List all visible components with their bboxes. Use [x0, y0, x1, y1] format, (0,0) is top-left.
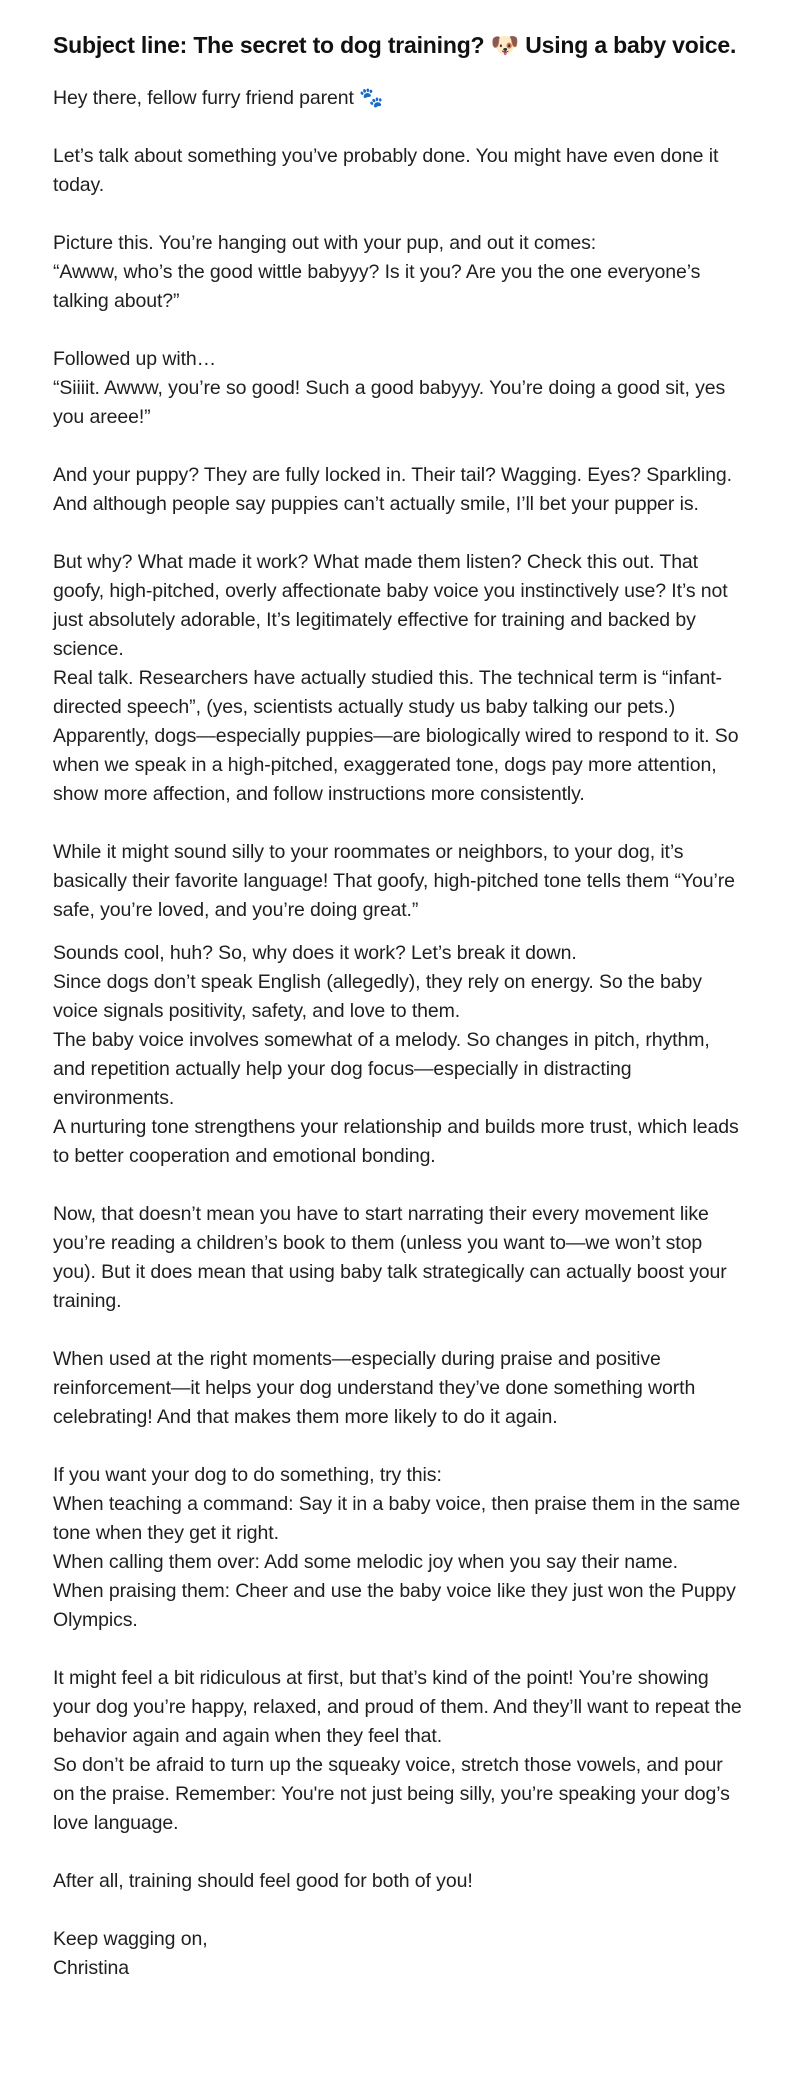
signoff	[53, 1925, 746, 1983]
paragraph-line: “Awww, who’s the good wittle babyyy? Is it you? Are you the one everyone’s talking about?”	[53, 261, 701, 312]
signoff-closing: Keep wagging on,	[53, 1928, 208, 1950]
paragraph-line: So don’t be afraid to turn up the squeaky voice, stretch those vowels, and pour on the praise. Remember: You're not just being silly, you’re speaking your dog’s love language.	[53, 1754, 730, 1834]
paragraph-line: After all, training should feel good for both of you!	[53, 1870, 473, 1892]
paragraph-line: The baby voice involves somewhat of a melody. So changes in pitch, rhythm, and repetition actually help your dog focus—especially in distracting environments.	[53, 1029, 710, 1109]
paragraph-line: If you want your dog to do something, try this:	[53, 1464, 442, 1486]
body-paragraph	[53, 229, 746, 316]
paragraph-line: Followed up with…	[53, 348, 217, 370]
paragraph-line: “Siiiit. Awww, you’re so good! Such a good babyyy. You’re doing a good sit, yes you areee!”	[53, 377, 726, 428]
paragraph-line: Let’s talk about something you’ve probably done. You might have even done it today.	[53, 145, 719, 196]
paragraph-line: Since dogs don’t speak English (allegedly), they rely on energy. So the baby voice signals positivity, safety, and love to them.	[53, 971, 702, 1022]
paragraph-line: When teaching a command: Say it in a baby voice, then praise them in the same tone when they get it right.	[53, 1493, 741, 1544]
paragraph-line: And your puppy? They are fully locked in. Their tail? Wagging. Eyes? Sparkling.	[53, 464, 732, 486]
signoff-name: Christina	[53, 1957, 130, 1979]
body-paragraph	[53, 838, 746, 925]
subject-text-before: Subject line: The secret to dog training?	[53, 32, 491, 58]
paragraph-line: But why? What made it work? What made them listen? Check this out. That goofy, high-pitched, overly affectionate baby voice you instinctively use? It’s not just absolutely adorable, It’s legitimately effective for training and backed by science.	[53, 551, 728, 660]
paragraph-line: It might feel a bit ridiculous at first, but that’s kind of the point! You’re showing your dog you’re happy, relaxed, and proud of them. And they’ll want to repeat the behavior again and again when they feel that.	[53, 1667, 742, 1747]
paragraph-line: Picture this. You’re hanging out with your pup, and out it comes:	[53, 232, 597, 254]
body-paragraph	[53, 1461, 746, 1635]
subject-line	[53, 30, 746, 61]
paragraph-line: While it might sound silly to your roommates or neighbors, to your dog, it’s basically their favorite language! That goofy, high-pitched tone tells them “You’re safe, you’re loved, and you’re doing great.”	[53, 841, 735, 921]
paragraph-line: When praising them: Cheer and use the baby voice like they just won the Puppy Olympics.	[53, 1580, 736, 1631]
paw-prints-icon: 🐾	[359, 86, 384, 109]
paragraph-line: When calling them over: Add some melodic joy when you say their name.	[53, 1551, 678, 1573]
paragraph-line: When used at the right moments—especially during praise and positive reinforcement—it helps your dog understand they’ve done something worth celebrating! And that makes them more likely to do it again.	[53, 1348, 696, 1428]
paragraph-line: Real talk. Researchers have actually studied this. The technical term is “infant-directed speech”, (yes, scientists actually study us baby talking our pets.) Apparently, dogs—especially puppies—are biologically wired to respond to it. So when we speak in a high-pitched, exaggerated tone, dogs pay more attention, show more affection, and follow instructions more consistently.	[53, 667, 739, 805]
greeting-text: Hey there, fellow furry friend parent	[53, 87, 360, 109]
body-paragraph	[53, 1664, 746, 1838]
greeting	[53, 83, 746, 113]
paragraph-line: Sounds cool, huh? So, why does it work? Let’s break it down.	[53, 942, 577, 964]
body-paragraph	[53, 1345, 746, 1432]
email-body	[53, 142, 746, 1896]
paragraph-line: And although people say puppies can’t actually smile, I’ll bet your pupper is.	[53, 493, 699, 515]
dog-face-icon: 🐶	[490, 33, 520, 59]
subject-text-after: Using a baby voice.	[519, 32, 737, 58]
body-paragraph	[53, 142, 746, 200]
body-paragraph	[53, 461, 746, 519]
body-paragraph	[53, 548, 746, 809]
paragraph-line: A nurturing tone strengthens your relationship and builds more trust, which leads to better cooperation and emotional bonding.	[53, 1116, 739, 1167]
paragraph-line: Now, that doesn’t mean you have to start narrating their every movement like you’re reading a children’s book to them (unless you want to—we won’t stop you). But it does mean that using baby talk strategically can actually boost your training.	[53, 1203, 727, 1312]
body-paragraph	[53, 1200, 746, 1316]
body-paragraph	[53, 939, 746, 1171]
body-paragraph	[53, 1867, 746, 1896]
body-paragraph	[53, 345, 746, 432]
